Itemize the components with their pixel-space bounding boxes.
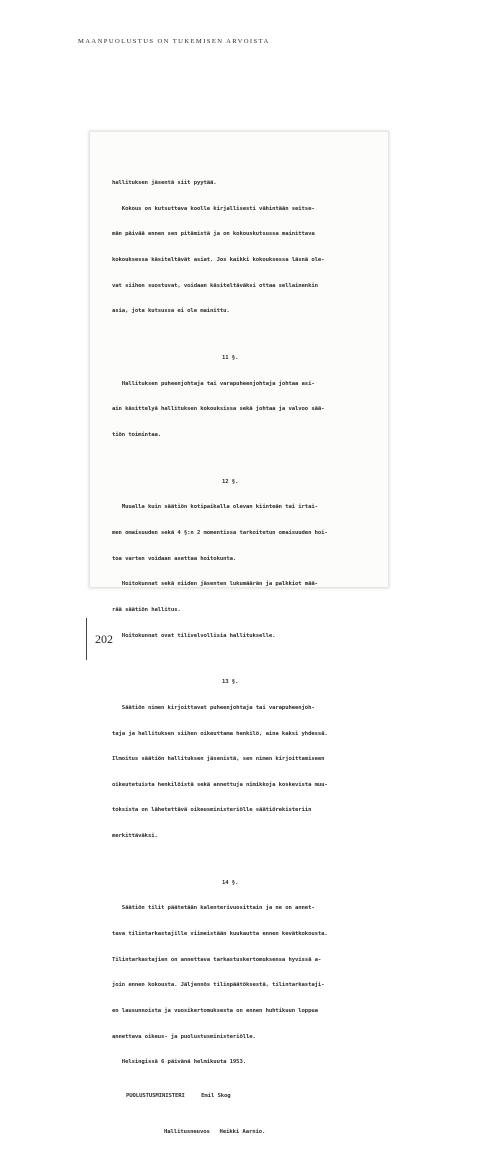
doc-line: Muualla kuin säätiön kotipaikalla olevan kiinteän tai irtai- [112, 504, 318, 511]
doc-line: join ennen kokousta. Jäljennös tilinpäätöksestä, tilintarkastaji- [112, 982, 325, 989]
date-line: Helsingissä 6 päivänä helmikuuta 1953. [112, 1059, 246, 1066]
doc-line: tiön toimintaa. [112, 431, 162, 438]
doc-line: män päivää ennen sen pitämistä ja on kokouskutsussa mainittava [112, 231, 315, 238]
doc-line: kokouksessa käsiteltävät asiat. Jos kaikki kokouksessa läsnä ole- [112, 257, 325, 264]
section-heading: 14 §. [222, 879, 239, 886]
section-heading: 11 §. [222, 355, 239, 362]
page-number: 202 [95, 632, 113, 646]
doc-line: toksista on lähetettävä oikeusministeriölle säätiörekisteriin [112, 807, 312, 814]
doc-line: toa varten voidaan asettaa hoitokunta. [112, 555, 237, 562]
doc-line: Säätiön tilit päätetään kalenterivuosittain ja ne on annet- [112, 905, 315, 912]
typewritten-text [112, 162, 382, 1153]
doc-line: Hallituksen puheenjohtaja tai varapuheenjohtaja johtaa asi- [112, 380, 315, 387]
doc-line: ain käsittelyä hallituksen kokouksissa sekä johtaa ja valvoo sää- [112, 406, 325, 413]
running-header: MAANPUOLUSTUS ON TUKEMISEN ARVOISTA [78, 38, 270, 45]
doc-line: Kokous on kutsuttava koolle kirjallisesti vähintään seitse- [112, 205, 315, 212]
doc-line: vat siihen suostuvat, voidaan käsiteltäväksi ottaa sellainenkin [112, 282, 318, 289]
minister-signature: PUOLUSTUSMINISTERI Emil Skog [126, 1092, 231, 1099]
doc-line: men omaisuuden sekä 4 §:n 2 momentissa tarkoitetun omaisuuden hoi- [112, 529, 328, 536]
doc-line: annettava oikeus- ja puolustusministeriölle. [112, 1033, 256, 1040]
doc-line: taja ja hallituksen siihen oikeuttama henkilö, aina kaksi yhdessä. [112, 730, 328, 737]
doc-line: asia, jota kutsussa ei ole mainittu. [112, 308, 230, 315]
section-heading: 12 §. [222, 478, 239, 485]
margin-rule [86, 618, 87, 660]
doc-line: en lausunnoista ja vuosikertomuksesta on ennen huhtikuun loppua [112, 1008, 318, 1015]
councillor-signature: Hallitusneuvos Heikki Aarnio. [164, 1128, 266, 1135]
doc-line: Hoitokunnat sekä niiden jäsenten lukumäärän ja palkkiot mää- [112, 581, 318, 588]
doc-line: merkittäväksi. [112, 833, 158, 840]
doc-line: oikeutetuista henkilöistä sekä annettuja nimikkoja koskevista muu- [112, 781, 328, 788]
doc-line: Ilmoitus säätiön hallituksen jäsenistä, sen nimen kirjoittamiseen [112, 756, 325, 763]
doc-line: Säätiön nimen kirjoittavat puheenjohtaja tai varapuheenjoh- [112, 704, 315, 711]
doc-line: tava tilintarkastajille viimeistään kuukautta ennen kevätkokousta. [112, 931, 328, 938]
doc-line: Tilintarkastajien on annettava tarkastuskertomuksensa hyvissä a- [112, 956, 322, 963]
doc-line: rää säätiön hallitus. [112, 606, 181, 613]
doc-line: Hoitokunnat ovat tilivelvollisia hallitukselle. [112, 632, 276, 639]
section-heading: 13 §. [222, 679, 239, 686]
doc-line: hallituksen jäsentä siit pyytää. [112, 180, 217, 187]
